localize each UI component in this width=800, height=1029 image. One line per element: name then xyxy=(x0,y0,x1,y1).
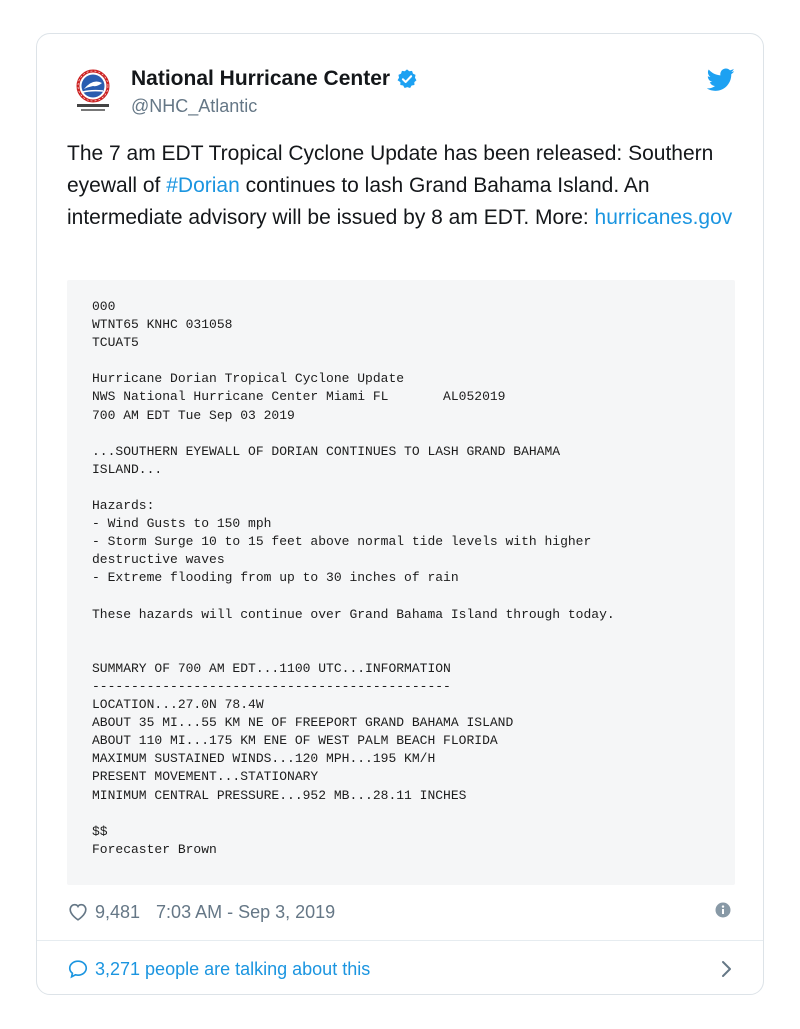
advisory-line: MAXIMUM SUSTAINED WINDS...120 MPH...195 KM/H xyxy=(92,751,436,767)
advisory-line: NWS National Hurricane Center Miami FL AL052019 xyxy=(92,389,506,405)
like-count[interactable]: 9,481 xyxy=(95,901,141,922)
advisory-line: Hurricane Dorian Tropical Cyclone Update xyxy=(92,371,405,387)
advisory-line: Forecaster Brown xyxy=(92,841,217,857)
advisory-line: - Extreme flooding from up to 30 inches of rain xyxy=(92,570,459,586)
divider xyxy=(37,940,763,941)
advisory-line: MINIMUM CENTRAL PRESSURE...952 MB...28.11 INCHES xyxy=(92,787,467,803)
tweet-timestamp[interactable]: 7:03 AM - Sep 3, 2019 xyxy=(156,901,336,922)
twitter-bird-icon[interactable] xyxy=(707,68,735,92)
tweet-text xyxy=(67,138,737,234)
noaa-logo-icon xyxy=(67,64,119,116)
author-handle[interactable]: @NHC_Atlantic xyxy=(131,96,258,116)
hashtag-link[interactable]: #Dorian xyxy=(166,174,240,197)
advisory-line: Hazards: xyxy=(92,498,155,514)
website-link[interactable]: hurricanes.gov xyxy=(594,206,733,229)
avatar[interactable] xyxy=(67,64,119,116)
conversation-count[interactable]: 3,271 people are talking about this xyxy=(95,958,371,979)
advisory-line: ABOUT 110 MI...175 KM ENE OF WEST PALM BEACH FLORIDA xyxy=(92,733,498,749)
advisory-line: ISLAND... xyxy=(92,461,163,477)
author-name-row[interactable] xyxy=(131,66,418,92)
advisory-line: ---------------------------------------------- xyxy=(92,678,451,694)
heart-icon[interactable] xyxy=(67,901,89,923)
info-icon[interactable] xyxy=(715,902,731,918)
advisory-line: 700 AM EDT Tue Sep 03 2019 xyxy=(92,407,295,423)
tweet-text-part1: The 7 am EDT Tropical Cyclone Update has been released: Southern eyewall of xyxy=(67,142,714,197)
advisory-line: ABOUT 35 MI...55 KM NE OF FREEPORT GRAND BAHAMA ISLAND xyxy=(92,715,514,731)
conversation-link[interactable] xyxy=(67,954,735,984)
speech-bubble-icon xyxy=(67,958,89,980)
author-block xyxy=(131,66,418,119)
author-name[interactable]: National Hurricane Center xyxy=(131,67,391,90)
verified-badge-icon xyxy=(396,68,418,90)
advisory-line: These hazards will continue over Grand Bahama Island through today. xyxy=(92,606,615,622)
advisory-line: $$ xyxy=(92,823,108,839)
advisory-line: PRESENT MOVEMENT...STATIONARY xyxy=(92,769,319,785)
advisory-line: SUMMARY OF 700 AM EDT...1100 UTC...INFORMATION xyxy=(92,660,451,676)
advisory-line: - Storm Surge 10 to 15 feet above normal tide levels with higher xyxy=(92,534,592,550)
advisory-line: TCUAT5 xyxy=(92,335,139,351)
tweet-header xyxy=(67,64,735,120)
advisory-line: destructive waves xyxy=(92,552,225,568)
advisory-image[interactable] xyxy=(67,280,735,885)
advisory-text xyxy=(92,298,615,859)
tweet-card xyxy=(36,33,764,995)
advisory-line: 000 xyxy=(92,299,116,314)
advisory-line: LOCATION...27.0N 78.4W xyxy=(92,697,264,713)
chevron-right-icon[interactable] xyxy=(721,960,733,978)
advisory-line: - Wind Gusts to 150 mph xyxy=(92,516,272,532)
tweet-text-part2: continues to lash Grand Bahama Island. An intermediate advisory will be issued by 8 am EDT. More: xyxy=(67,174,650,229)
advisory-line: WTNT65 KNHC 031058 xyxy=(92,317,233,333)
advisory-line: ...SOUTHERN EYEWALL OF DORIAN CONTINUES TO LASH GRAND BAHAMA xyxy=(92,443,561,459)
tweet-meta xyxy=(67,898,735,926)
